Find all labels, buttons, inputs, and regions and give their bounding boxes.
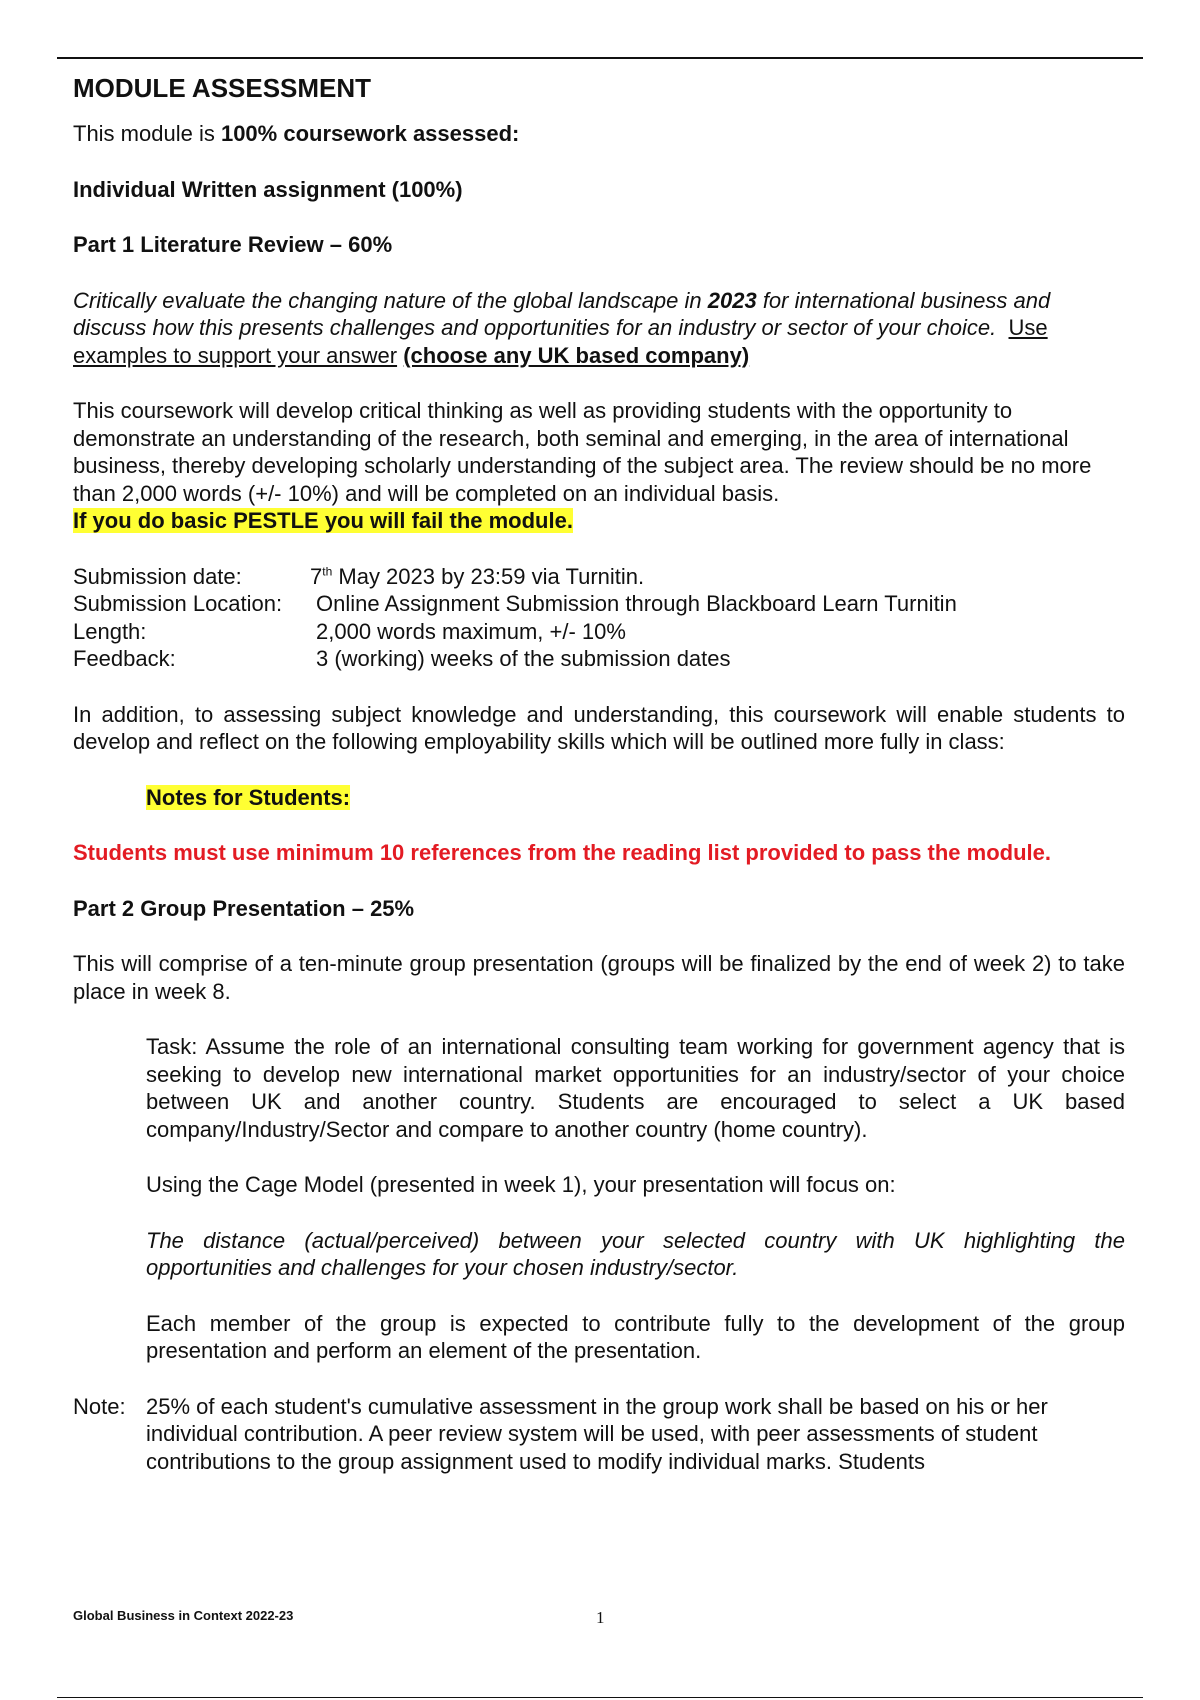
part1-description: This coursework will develop critical thinking as well as providing students with the opportunity to demonstrate an understanding of the research, both seminal and emerging, in the area of international business, thereby developing scholarly understanding of the subject area. The review should be no more than 2,000 words (+/- 10%) and will be completed on an individual basis. [73,398,1092,506]
question-text-b: for international business and discuss how this presents challenges and opportunities for an industry or sector of your choice. [73,287,1051,340]
part1-heading: Part 1 Literature Review – 60% [73,232,393,257]
document-page [73,72,1125,1475]
notes-heading [146,784,1125,812]
page-number: 1 [596,1608,605,1627]
question-underline: Use examples to support your answer [73,315,1048,368]
note-text: 25% of each student's cumulative assessment in the group work shall be based on his or her individual contribution. A peer review system will be used, with peer assessments of student contributions to the group assignment used to modify individual marks. Students [146,1393,1048,1474]
question-year: 2023 [707,287,757,313]
notes-heading-text: Notes for Students: [146,784,351,810]
intro-bold: 100% coursework assessed: [220,121,520,146]
page-title: MODULE ASSESSMENT [73,73,372,103]
employability-paragraph: In addition, to assessing subject knowledge and understanding, this coursework will enable students to develop and reflect on the following employability skills which will be outlined more fully in class: [73,701,1125,754]
date-suffix: th [322,564,333,579]
part2-heading: Part 2 Group Presentation – 25% [73,895,415,921]
detail-row-date [73,563,1125,591]
location-value: Online Assignment Submission through Blackboard Learn Turnitin [316,591,957,616]
date-day: 7 [310,563,323,589]
part2-focus: The distance (actual/perceived) between your selected country with UK highlighting the opportunities and challenges for your chosen industry/sector. [146,1227,1125,1280]
part2-contribution: Each member of the group is expected to contribute fully to the development of the group presentation and perform an element of the presentation. [146,1310,1125,1363]
submission-date-value [310,563,644,591]
part1-description-block [73,397,1125,535]
part2-note [73,1393,1125,1476]
location-label: Submission Location: [73,591,283,616]
question-gap [996,315,1008,340]
feedback-value: 3 (working) weeks of the submission dates [316,646,731,671]
part2-task: Task: Assume the role of an international consulting team working for government agency that is seeking to develop new international market opportunities for an industry/sector of your choice between UK and another country. Students are encouraged to select a UK based company/Industry/Sector and compare to another country (home country). [146,1034,1125,1142]
submission-date-label: Submission date: [73,563,242,589]
intro-line [73,120,1125,148]
note-label: Note: [73,1393,126,1419]
bottom-rule [57,1697,1143,1698]
feedback-label: Feedback: [73,646,176,671]
length-label: Length: [73,618,147,644]
detail-row-feedback [73,645,1125,673]
detail-row-location [73,590,1125,618]
date-rest: May 2023 by 23:59 via Turnitin. [332,563,645,589]
question-text-a: Critically evaluate the changing nature of the global landscape in [73,287,708,313]
detail-row-length [73,618,1125,646]
part2-intro: This will comprise of a ten-minute group presentation (groups will be finalized by the end of week 2) to take place in week 8. [73,951,1125,1004]
references-note: Students must use minimum 10 references from the reading list provided to pass the module. [73,840,1051,865]
pestle-warning: If you do basic PESTLE you will fail the module. [73,508,573,533]
submission-details [73,563,1125,673]
top-rule [57,57,1143,59]
footer-course: Global Business in Context 2022-23 [73,1608,294,1623]
part1-question [73,287,1125,370]
intro-prefix: This module is [73,121,221,146]
length-value: 2,000 words maximum, +/- 10% [316,618,626,644]
assignment-heading: Individual Written assignment (100%) [73,176,463,202]
part2-cage: Using the Cage Model (presented in week 1), your presentation will focus on: [146,1172,896,1197]
question-bold: (choose any UK based company) [403,342,750,368]
